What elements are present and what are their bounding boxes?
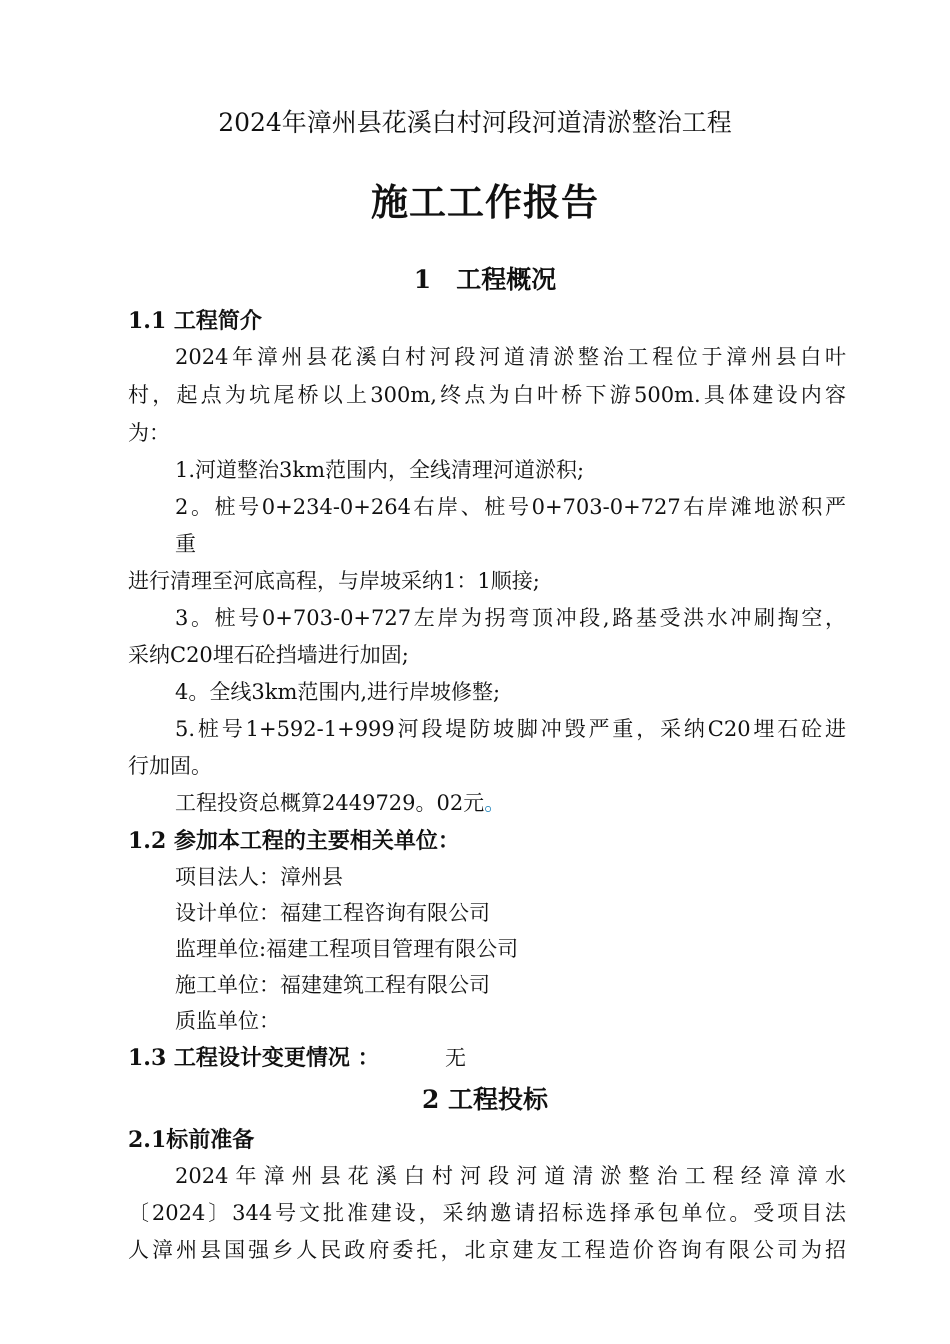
unit-design: 设计单位：福建工程咨询有限公司 [175,901,490,925]
unit-project-owner: 项目法人：漳州县 [175,865,343,889]
tender-para-line-1: 2024年漳州县花溪白村河段河道清淤整治工程经漳漳水 [175,1164,846,1188]
budget-end-mark: 。 [484,791,506,815]
scope-item-2-line-2: 重 [175,532,196,556]
intro-line-3: 为： [128,421,170,445]
budget-text: 工程投资总概算2449729。02元 [175,791,485,815]
scope-item-2-line-1: 2。桩号0+234-0+264右岸、桩号0+703-0+727右岸滩地淤积严 [175,495,846,519]
scope-item-3-line-1: 3。桩号0+703-0+727左岸为拐弯顶冲段,路基受洪水冲刷掏空， [175,606,846,630]
unit-construction: 施工单位：福建建筑工程有限公司 [175,973,490,997]
scope-item-4: 4。全线3km范围内,进行岸坡修整; [175,680,501,704]
section-1-3-heading: 1.3 工程设计变更情况 ： [128,1045,380,1071]
intro-line-2: 村，起点为坑尾桥以上300m,终点为白叶桥下游500m.具体建设内容 [128,383,846,407]
scope-item-2-line-3: 进行清理至河底高程，与岸坡采纳1：1顺接; [128,569,540,593]
design-change-value: 无 [445,1046,466,1070]
unit-quality-supervision: 质监单位： [175,1009,280,1033]
section-1-1-heading: 1.1 工程简介 [128,308,262,334]
document-subtitle: 施工工作报告 [371,180,599,224]
scope-item-3-line-2: 采纳C20埋石砼挡墙进行加固; [128,643,409,667]
document-title: 2024年漳州县花溪白村河段河道清淤整治工程 [218,108,732,137]
section-1-heading: 1 工程概况 [413,265,557,294]
tender-para-line-3: 人漳州县国强乡人民政府委托，北京建友工程造价咨询有限公司为招 [128,1238,846,1262]
section-2-heading: 2 工程投标 [421,1085,549,1114]
section-1-2-heading: 1.2 参加本工程的主要相关单位： [128,828,460,854]
unit-supervision: 监理单位:福建工程项目管理有限公司 [175,937,519,961]
scope-item-5-line-2: 行加固。 [128,754,212,778]
tender-para-line-2: 〔2024〕344号文批准建设，采纳邀请招标选择承包单位。受项目法 [128,1201,846,1225]
section-2-1-heading: 2.1标前准备 [128,1127,255,1153]
budget-line [175,788,505,818]
scope-item-1: 1.河道整治3km范围内，全线清理河道淤积; [175,458,585,482]
scope-item-5-line-1: 5.桩号1+592-1+999河段堤防坡脚冲毁严重，采纳C20埋石砼进 [175,717,846,741]
intro-line-1: 2024年漳州县花溪白村河段河道清淤整治工程位于漳州县白叶 [175,345,846,369]
